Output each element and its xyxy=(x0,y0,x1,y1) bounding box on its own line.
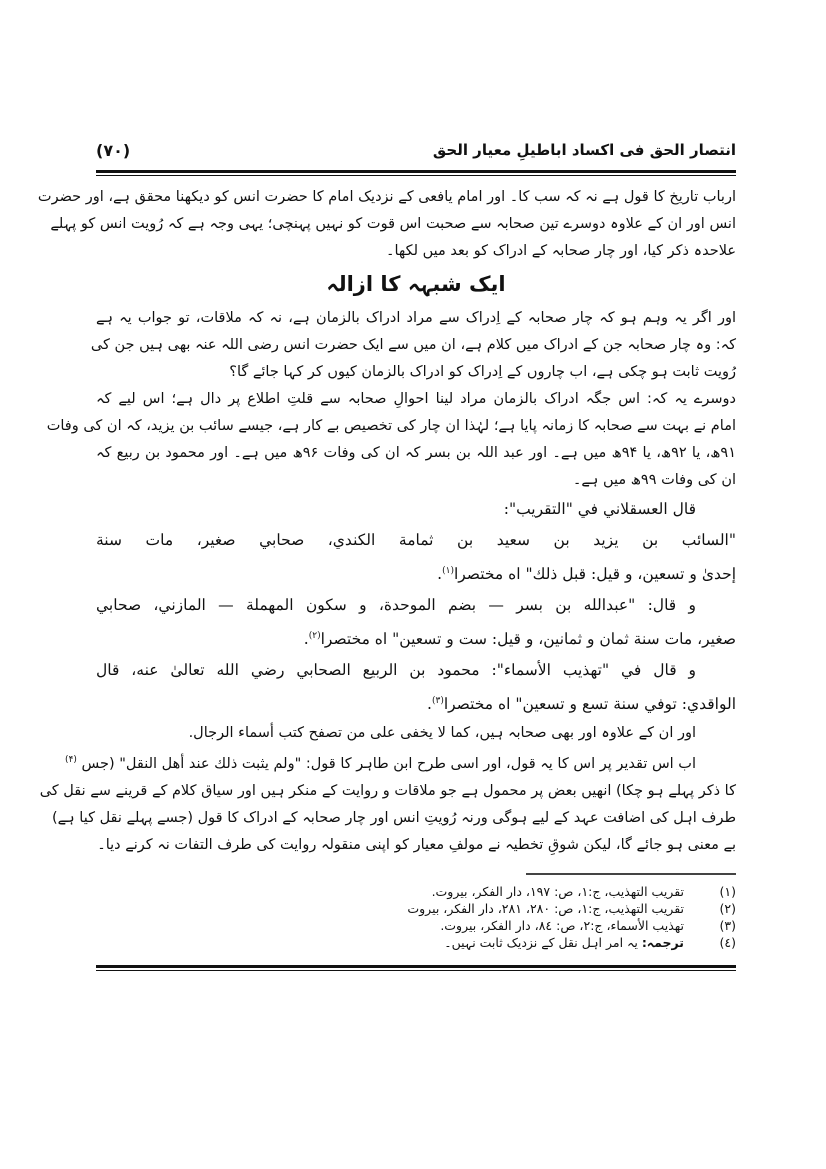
page-number: (۷۰) xyxy=(96,140,131,160)
text-line: ارباب تاریخ کا قول ہے نہ کہ سب کا۔ اور امام یافعی کے نزدیک امام کا حضرت انس کو دیکھنا محقق ہے، اور حضرت xyxy=(37,189,736,205)
text-line: و قال في "تهذيب الأسماء": محمود بن الربيع الصحابي رضي الله تعالىٰ عنه، قال xyxy=(96,661,696,680)
footnote-text: تقريب التهذيب، ج:۱، ص: ۱۹۷، دار الفكر، بيروت. xyxy=(431,884,684,900)
line-text: اب اس تقدیر پر اس کا یہ قول، اور اسی طرح ابن طاہر کا قول: "ولم يثبت ذلك عند أهل النقل" (جس xyxy=(81,756,696,773)
section-heading: ایک شبہہ کا ازالہ xyxy=(326,272,506,296)
text-line: قال العسقلاني في "التقريب": xyxy=(503,500,696,518)
text-line: دوسرے یہ کہ: اس جگہ ادراک بالزمان مراد لینا احوالِ صحابہ سے قلتِ اطلاع پر دال ہے؛ اس لیے کہ xyxy=(96,391,736,407)
footnote-ref[interactable]: (۴) xyxy=(65,755,77,766)
footnote-separator xyxy=(526,873,736,875)
text-line: و قال: "عبدالله بن بسر — بضم الموحدة، و سكون المهملة — المازني، صحابي xyxy=(96,596,696,615)
quote-text: إحدىٰ و تسعين، و قيل: قبل ذلك" اه مختصرا xyxy=(453,565,736,584)
paragraph-5 xyxy=(39,747,736,859)
text-line: علاحدہ ذکر کیا، اور چار صحابہ کے ادراک کو بعد میں لکھا۔ xyxy=(386,243,736,259)
footnote-label: ترجمہ: xyxy=(641,935,684,951)
book-title: انتصار الحق فی اکساد اباطیلِ معیار الحق xyxy=(432,141,736,159)
text-line: "السائب بن يزيد بن سعيد بن ثمامة الكندي، صحابي صغير، مات سنة xyxy=(96,531,736,549)
footnote-number: (۲) xyxy=(719,901,736,917)
text-line: إحدىٰ و تسعين، و قيل: قبل ذلك" اه مختصرا$^{(۱)}$. xyxy=(437,565,736,584)
footnote-text: یہ امر اہل نقل کے نزدیک ثابت نہیں۔ xyxy=(444,935,638,951)
footnote-ref[interactable]: (۳) xyxy=(431,696,444,707)
bottom-rule xyxy=(96,965,736,971)
footnote xyxy=(96,883,736,900)
text-line: کہ: وہ چار صحابہ جن کے ادراک میں کلام ہے، ان میں سے ایک حضرت انس رضی اللہ عنہ بھی ہیں جن کی xyxy=(90,337,736,353)
text-line: صغير، مات سنة ثمان و ثمانين، و قيل: ست و تسعين" اه مختصرا$^{(۲)}$. xyxy=(303,630,736,649)
footnotes xyxy=(96,883,736,951)
text-line: بے معنی ہو جائے گا، لیکن شوقِ تخطیہ نے مولفِ معیار کو اپنی منقولہ روایت کی طرف التفات نہ کرنے دیا۔ xyxy=(97,837,736,854)
footnote xyxy=(96,934,736,951)
text-line: طرف اہل کی اضافت عہد کے لیے ہوگی ورنہ رُویتِ انس اور چار صحابہ کے ادراک کا قول (جسے پہلے نقل کیا ہے) xyxy=(52,810,736,827)
text-line: الواقدي: توفي سنة تسع و تسعين" اه مختصرا$^{(۳)}$. xyxy=(427,695,736,714)
footnote-ref[interactable]: (۲) xyxy=(308,631,321,642)
text-line: امام نے بہت سے صحابہ کا زمانہ پایا ہے؛ لہٰذا ان چار کی تخصیص بے کار ہے، جیسے سائب بن یزید، کہ ان کی وفات xyxy=(46,418,736,434)
paragraph-2 xyxy=(90,305,736,386)
footnote-text: تقريب التهذيب، ج:۱، ص: ۲۸۰، ۲۸۱، دار الفكر، بيروت xyxy=(407,901,684,917)
footnote-ref[interactable]: (۱) xyxy=(442,566,454,576)
text-line: ۹۱ھ، یا ۹۲ھ، یا ۹۴ھ میں ہے۔ اور عبد اللہ بن بسر کہ ان کی وفات ۹۶ھ میں ہے۔ اور محمود بن ربیع کہ xyxy=(96,445,736,461)
text-line: اور اگر یہ وہم ہو کہ چار صحابہ کے اِدراک سے مراد ادراک بالزمان ہے، نہ کہ ملاقات، تو جواب یہ ہے xyxy=(96,310,736,326)
paragraph-1 xyxy=(37,184,736,265)
footnote-number: (٤) xyxy=(719,935,736,951)
footnote xyxy=(96,917,736,934)
footnote xyxy=(96,900,736,917)
text-line: انس اور ان کے علاوہ دوسرے تین صحابہ سے صحبت اس قوت کو نہیں پہنچی؛ یہی وجہ ہے کہ رُویت انس کو پہلے xyxy=(50,216,736,232)
text-line: رُویت ثابت ہو چکی ہے، اب چاروں کے اِدراک کو ادراک بالزمان کیوں کر کہا جائے گا؟ xyxy=(229,364,736,380)
footnote-number: (۱) xyxy=(719,884,736,900)
paragraph-4: اور ان کے علاوہ اور بھی صحابہ ہیں، کما لا یخفی علی من تصفح کتب أسماء الرجال. xyxy=(188,725,696,742)
document-page xyxy=(37,136,736,971)
header-rule xyxy=(96,170,736,176)
page-header xyxy=(96,136,736,164)
quote-text: الواقدي: توفي سنة تسع و تسعين" اه مختصرا xyxy=(443,695,736,714)
footnote-text: تهذيب الأسماء، ج:۲، ص: ۸٤، دار الفكر، بيروت. xyxy=(440,918,684,934)
text-line xyxy=(65,747,736,778)
quote-text: صغير، مات سنة ثمان و ثمانين، و قيل: ست و تسعين" اه مختصرا xyxy=(320,630,736,649)
text-line: کا ذکر پہلے ہو چکا) انھیں بعض پر محمول ہے جو ملاقات و روایت کے منکر ہیں اور سیاق کلام کے قرینے سے نقل کی xyxy=(39,783,736,800)
footnote-number: (۳) xyxy=(719,918,736,934)
arabic-quotation xyxy=(96,494,736,720)
text-line: ان کی وفات ۹۹ھ میں ہے۔ xyxy=(572,472,736,488)
paragraph-3 xyxy=(46,386,736,494)
